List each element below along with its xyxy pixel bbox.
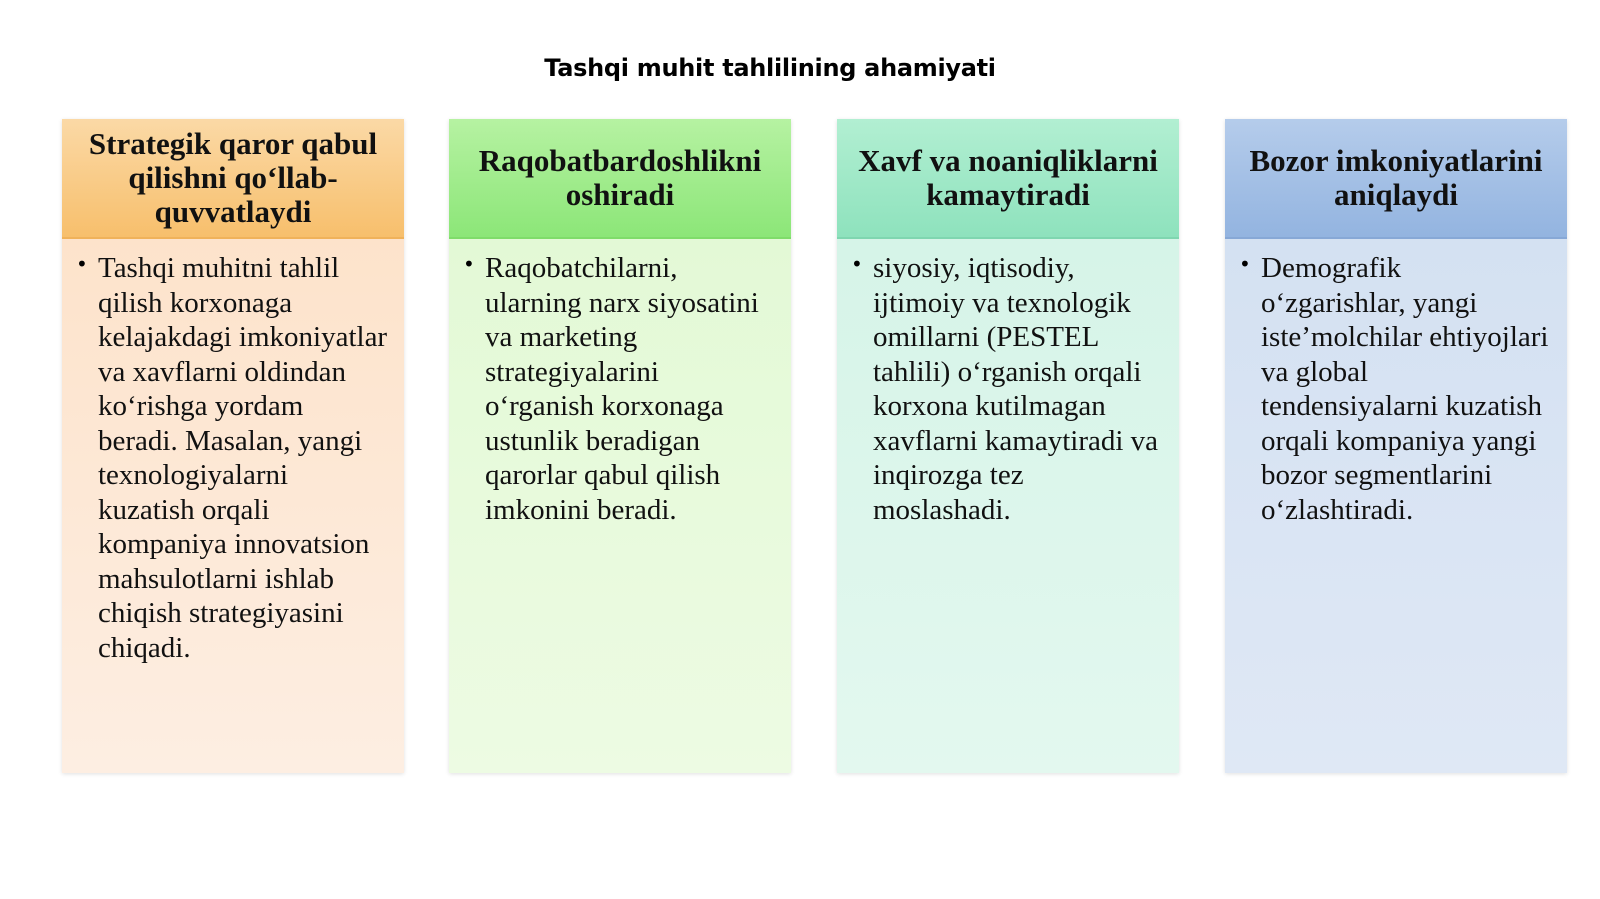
column-heading: Strategik qaror qabul qilishni qo‘llab-quvvatlaydi [62,119,404,239]
bullet-item [463,251,775,527]
column-body [62,239,404,773]
bullet-text: Raqobatchilarni, ularning narx siyosatini va marketing strategiyalarini o‘rganish korxonaga ustunlik beradigan qarorlar qabul qilish imkonini beradi. [485,252,759,526]
column-heading: Raqobatbardoshlikni oshiradi [449,119,791,239]
column-body [1225,239,1567,773]
column-body [837,239,1179,773]
column-strategic-decisions [62,119,404,773]
bullet-item [76,251,388,665]
bullet-text: Demografik o‘zgarishlar, yangi iste’molchilar ehtiyojlari va global tendensiyalarni kuzatish orqali kompaniya yangi bozor segmentlarini o‘zlashtiradi. [1261,252,1549,526]
bullet-text: siyosiy, iqtisodiy, ijtimoiy va texnologik omillarni (PESTEL tahlili) o‘rganish orqali korxona kutilmagan xavflarni kamaytiradi va inqirozga tez moslashadi. [873,252,1159,526]
bullet-icon: • [1239,252,1251,276]
column-competitiveness [449,119,791,773]
bullet-item [851,251,1163,527]
bullet-item [1239,251,1551,527]
column-heading: Xavf va noaniqliklarni kamaytiradi [837,119,1179,239]
column-heading: Bozor imkoniyatlarini aniqlaydi [1225,119,1567,239]
column-body [449,239,791,773]
slide-title: Tashqi muhit tahlilining ahamiyati [544,54,996,82]
bullet-text: Tashqi muhitni tahlil qilish korxonaga kelajakdagi imkoniyatlar va xavflarni oldindan ko‘rishga yordam beradi. Masalan, yangi texnologiyalarni kuzatish orqali kompaniya innovatsion mahsulotlarni ishlab chiqish strategiyasini chiqadi. [98,252,388,664]
bullet-icon: • [851,252,863,276]
column-risk-reduction [837,119,1179,773]
bullet-icon: • [463,252,475,276]
bullet-icon: • [76,252,88,276]
column-market-opportunities [1225,119,1567,773]
